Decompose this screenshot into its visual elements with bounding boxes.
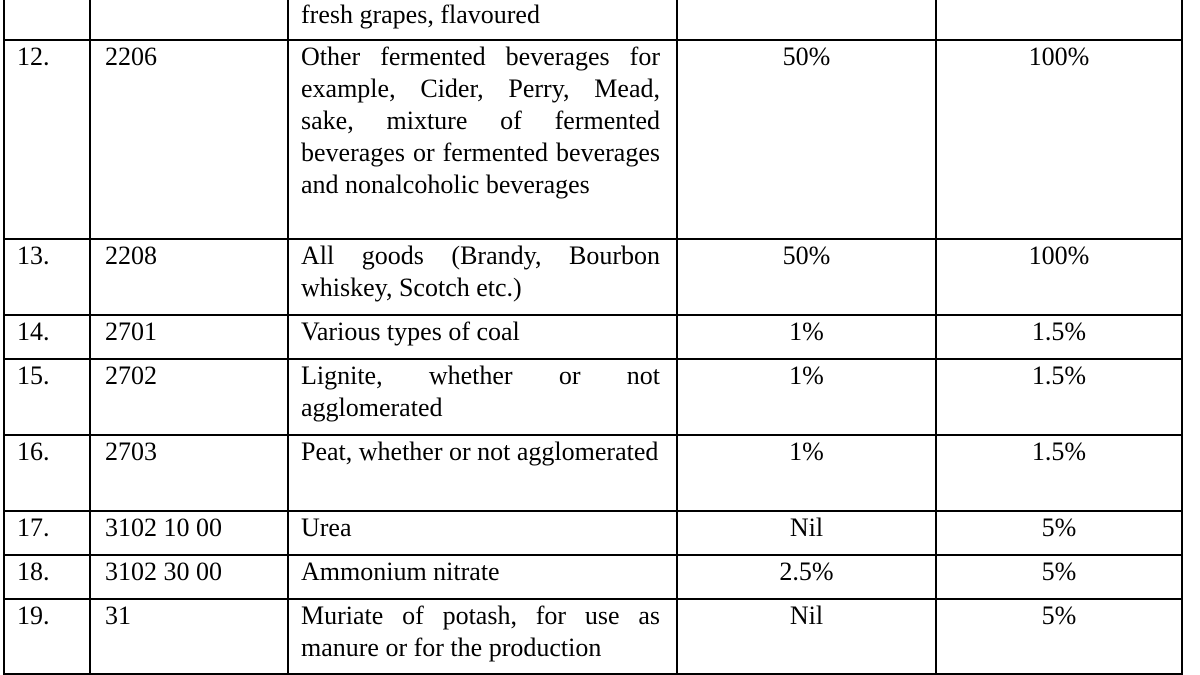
hs-code-cell xyxy=(90,0,288,40)
description-cell xyxy=(288,599,677,674)
rate-2-cell: 1.5% xyxy=(936,435,1182,511)
rate-2-cell: 100% xyxy=(936,239,1182,315)
table-row xyxy=(4,40,1182,239)
description-cell xyxy=(288,359,677,435)
description-text: Other fermented beverages for example, Cider, Perry, Mead, sake, mixture of fermented beverages or fermented beverages and nonalcoholic beverages xyxy=(301,42,660,199)
rate-1-cell: 50% xyxy=(677,239,936,315)
description-text: All goods (Brandy, Bourbon whiskey, Scotch etc.) xyxy=(301,241,660,302)
rate-1-cell: 50% xyxy=(677,40,936,239)
rate-2-cell: 100% xyxy=(936,40,1182,239)
description-text: Urea xyxy=(301,513,352,542)
rate-2-cell xyxy=(936,0,1182,40)
rate-2-cell: 5% xyxy=(936,555,1182,599)
rate-2-cell: 5% xyxy=(936,511,1182,555)
hs-code-cell: 3102 10 00 xyxy=(90,511,288,555)
description-text: Muriate of potash, for use as manure or for the production xyxy=(301,601,660,662)
description-cell xyxy=(288,40,677,239)
rate-2-cell: 5% xyxy=(936,599,1182,674)
hs-code-cell: 2701 xyxy=(90,315,288,359)
rate-1-cell: 1% xyxy=(677,435,936,511)
description-text: Various types of coal xyxy=(301,317,520,346)
serial-number-cell: 14. xyxy=(4,315,90,359)
rate-1-cell: 1% xyxy=(677,359,936,435)
description-cell xyxy=(288,555,677,599)
serial-number-cell: 12. xyxy=(4,40,90,239)
rate-2-cell: 1.5% xyxy=(936,359,1182,435)
rate-1-cell xyxy=(677,0,936,40)
rate-1-cell: 2.5% xyxy=(677,555,936,599)
hs-code-cell: 3102 30 00 xyxy=(90,555,288,599)
description-cell xyxy=(288,511,677,555)
description-cell xyxy=(288,435,677,511)
serial-number-cell: 19. xyxy=(4,599,90,674)
table-row xyxy=(4,435,1182,511)
table-row xyxy=(4,359,1182,435)
serial-number-cell: 16. xyxy=(4,435,90,511)
description-text: fresh grapes, flavoured xyxy=(301,0,540,29)
hs-code-cell: 2206 xyxy=(90,40,288,239)
description-cell xyxy=(288,239,677,315)
hs-code-cell: 2208 xyxy=(90,239,288,315)
tariff-table xyxy=(3,0,1183,675)
rate-1-cell: Nil xyxy=(677,511,936,555)
rate-2-cell: 1.5% xyxy=(936,315,1182,359)
hs-code-cell: 2702 xyxy=(90,359,288,435)
serial-number-cell: 15. xyxy=(4,359,90,435)
rate-1-cell: 1% xyxy=(677,315,936,359)
table-row xyxy=(4,239,1182,315)
description-text: Peat, whether or not agglomerated xyxy=(301,437,659,466)
description-cell xyxy=(288,315,677,359)
table-row xyxy=(4,599,1182,674)
description-cell xyxy=(288,0,677,40)
serial-number-cell xyxy=(4,0,90,40)
hs-code-cell: 2703 xyxy=(90,435,288,511)
table-row xyxy=(4,511,1182,555)
table-row xyxy=(4,0,1182,40)
rate-1-cell: Nil xyxy=(677,599,936,674)
hs-code-cell: 31 xyxy=(90,599,288,674)
serial-number-cell: 18. xyxy=(4,555,90,599)
table-row xyxy=(4,315,1182,359)
table-row xyxy=(4,555,1182,599)
serial-number-cell: 13. xyxy=(4,239,90,315)
description-text: Ammonium nitrate xyxy=(301,557,500,586)
serial-number-cell: 17. xyxy=(4,511,90,555)
description-text: Lignite, whether or not agglomerated xyxy=(301,361,660,422)
